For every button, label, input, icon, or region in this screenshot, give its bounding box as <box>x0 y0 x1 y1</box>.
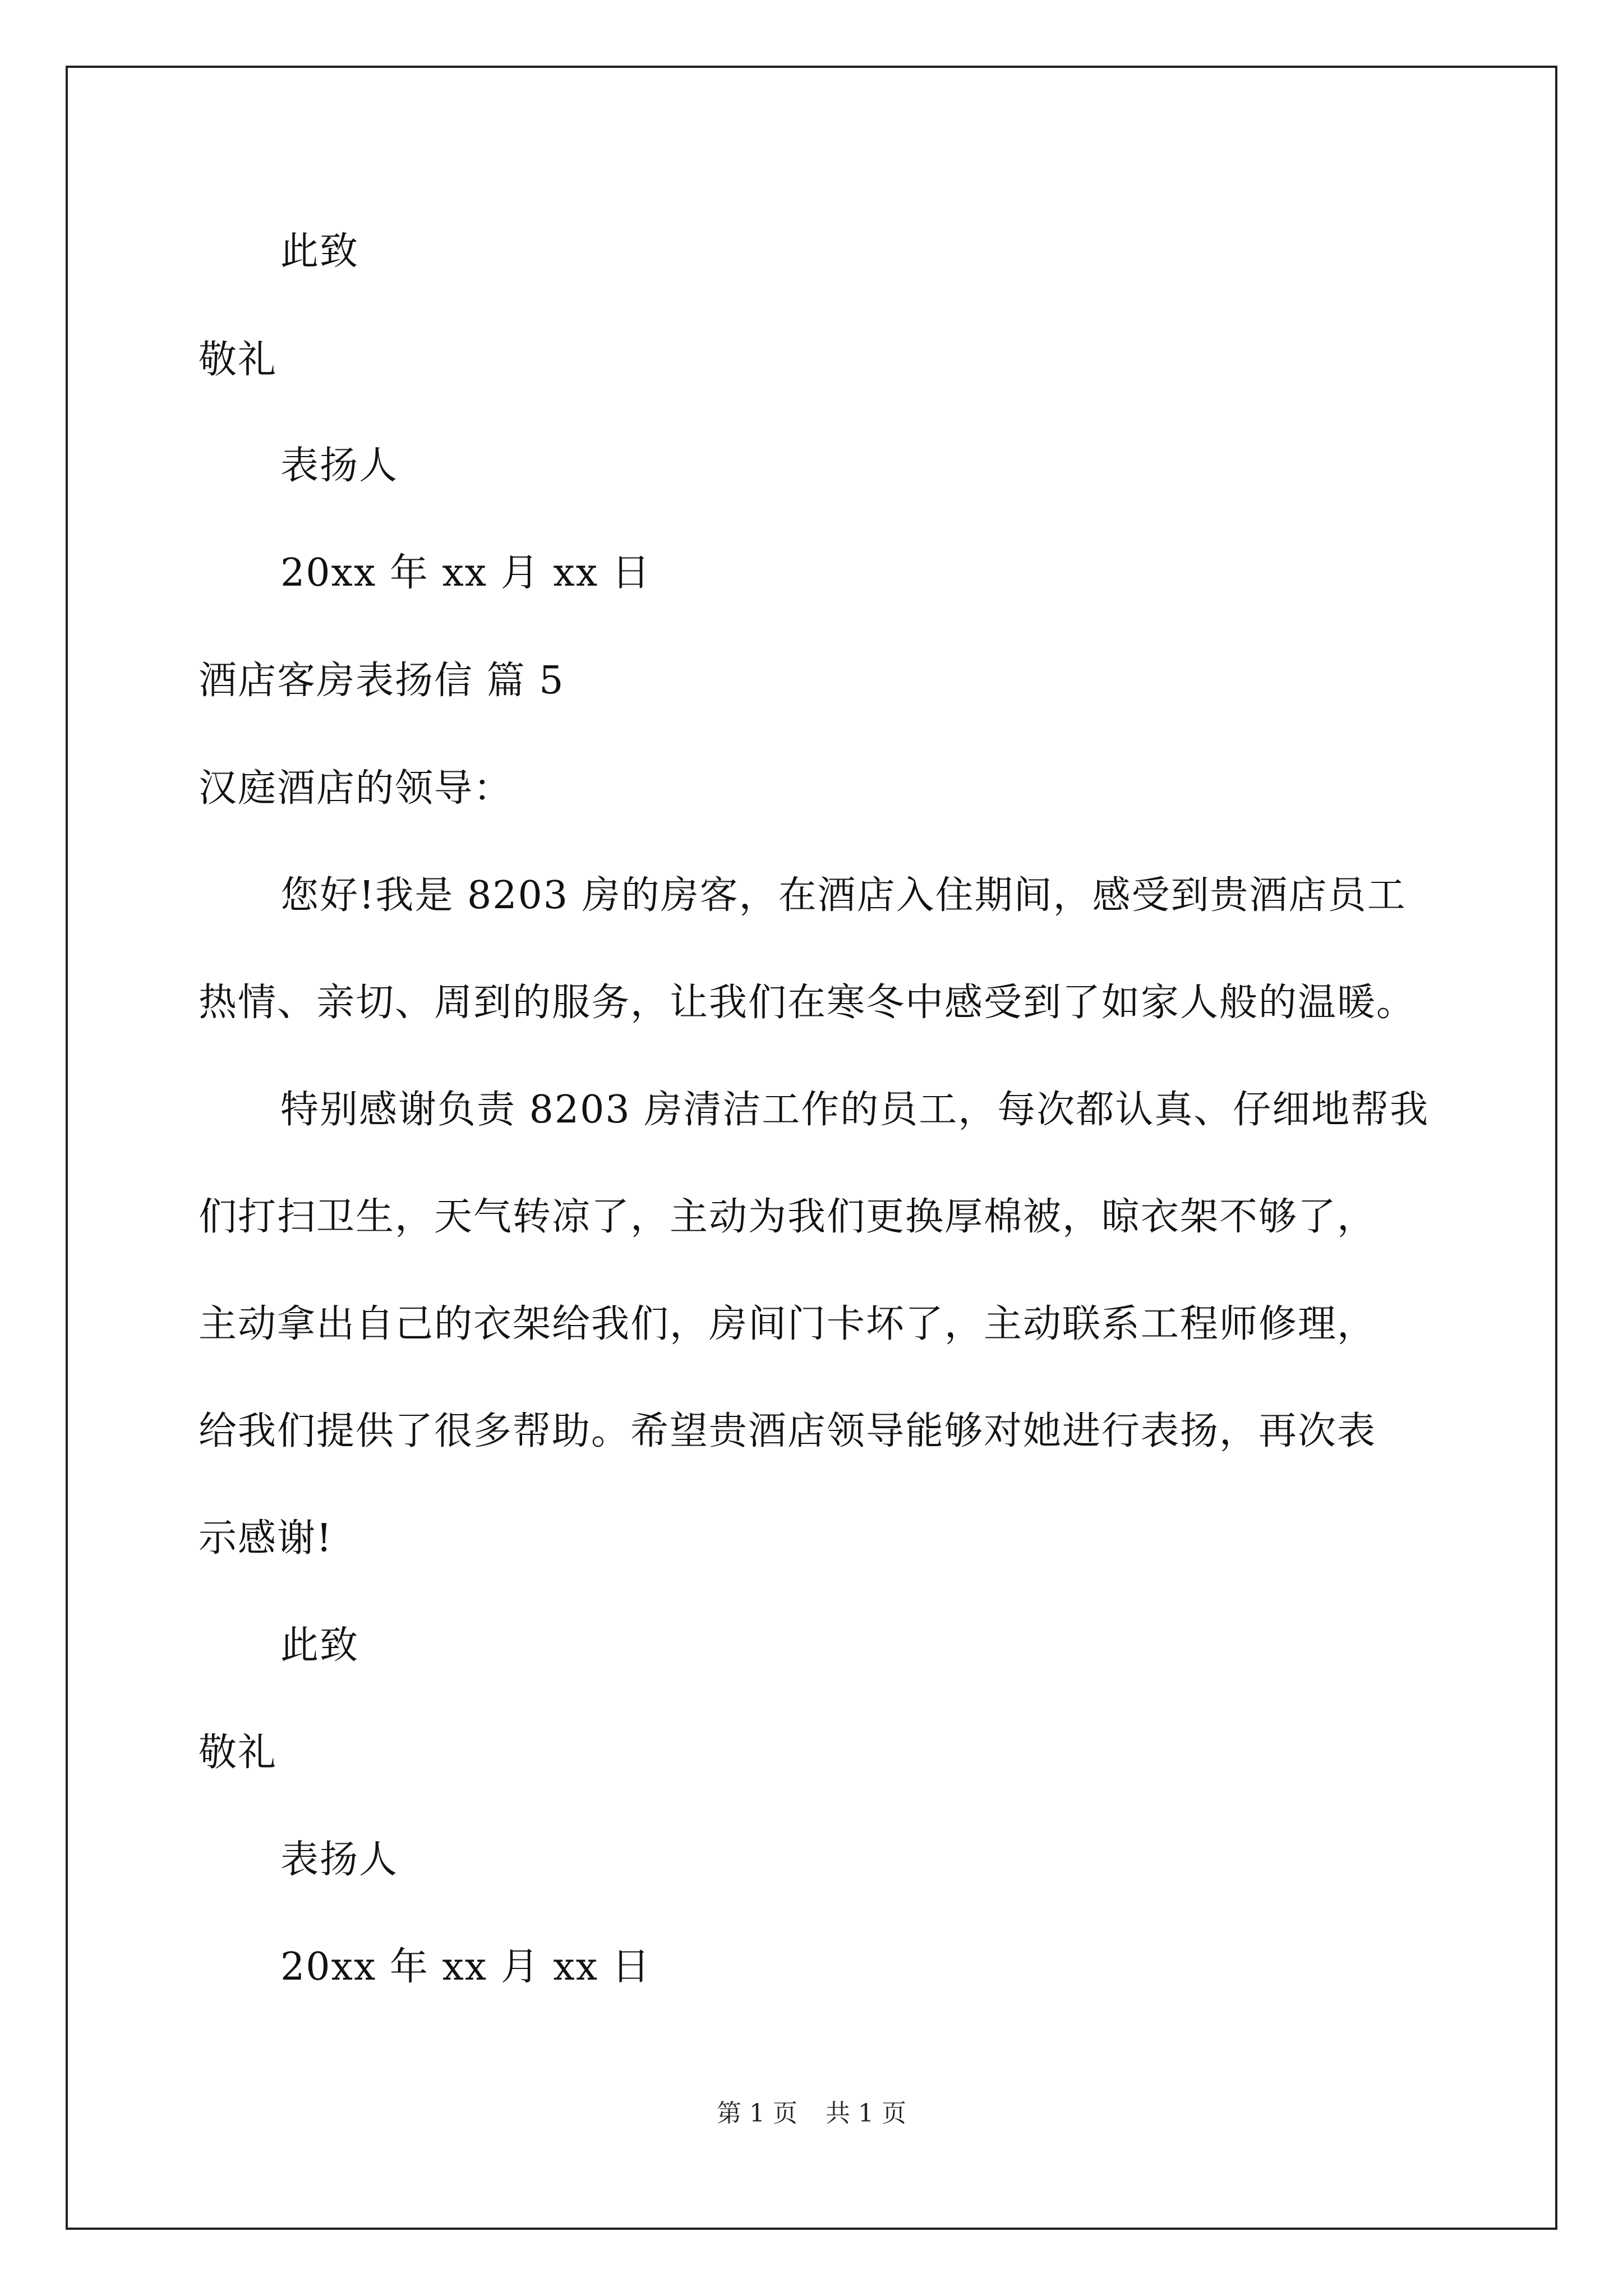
signer-label: 表扬人 <box>280 444 399 488</box>
date-line: 20xx 年 xx 月 xx 日 <box>280 551 651 595</box>
closing-respect: 敬礼 <box>199 1731 278 1775</box>
body-paragraph-line: 示感谢! <box>199 1516 333 1561</box>
page-border <box>66 66 1557 2230</box>
body-paragraph-line: 特别感谢负责 8203 房清洁工作的员工，每次都认真、仔细地帮我 <box>280 1088 1430 1132</box>
page-footer <box>0 2101 1623 2126</box>
letter-greeting: 汉庭酒店的领导： <box>199 766 513 811</box>
closing-respect: 敬礼 <box>199 338 278 382</box>
body-paragraph-line: 您好!我是 8203 房的房客，在酒店入住期间，感受到贵酒店员工 <box>280 873 1407 918</box>
page-number-total: 共 1 页 <box>826 2099 906 2128</box>
date-line: 20xx 年 xx 月 xx 日 <box>280 1945 651 1989</box>
signer-label: 表扬人 <box>280 1838 399 1882</box>
page-number-current: 第 1 页 <box>717 2099 797 2128</box>
body-paragraph-line: 给我们提供了很多帮助。希望贵酒店领导能够对她进行表扬，再次表 <box>199 1409 1377 1453</box>
closing-salutation: 此致 <box>280 1623 359 1668</box>
body-paragraph-line: 热情、亲切、周到的服务，让我们在寒冬中感受到了如家人般的温暖。 <box>199 981 1416 1025</box>
closing-salutation: 此致 <box>280 229 359 274</box>
body-paragraph-line: 主动拿出自己的衣架给我们，房间门卡坏了，主动联系工程师修理， <box>199 1302 1377 1346</box>
section-title: 酒店客房表扬信 篇 5 <box>199 659 565 703</box>
body-paragraph-line: 们打扫卫生，天气转凉了，主动为我们更换厚棉被，晾衣架不够了， <box>199 1195 1377 1239</box>
